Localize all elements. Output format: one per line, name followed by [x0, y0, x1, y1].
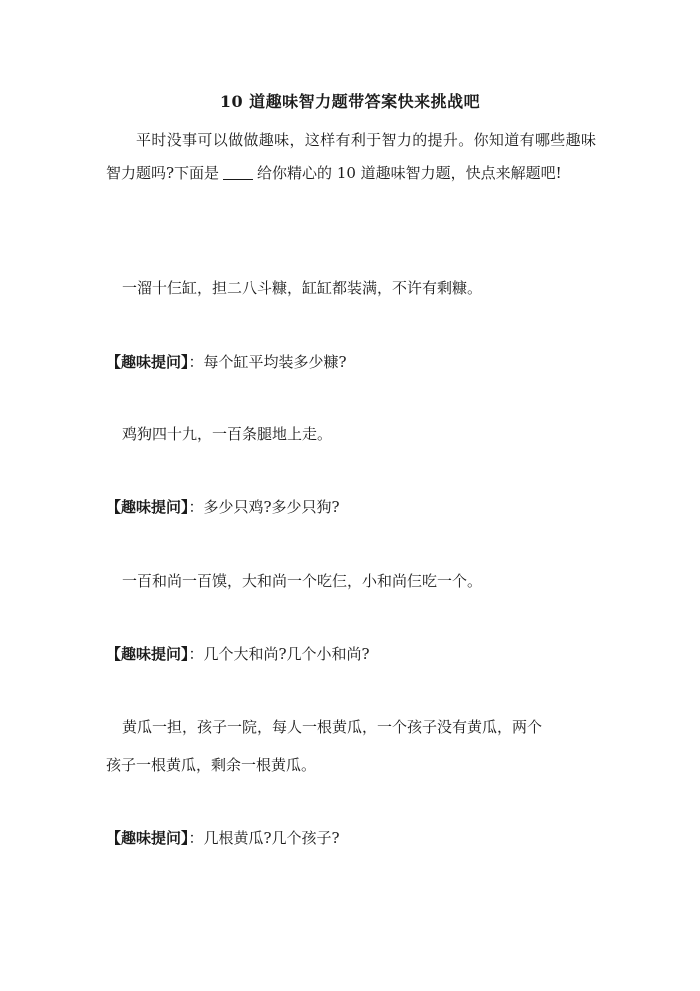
question-text: ：几个大和尚?几个小和尚? [188, 645, 370, 663]
riddle-2-line-1: 鸡狗四十九，一百条腿地上走。 [122, 425, 333, 443]
question-3 [106, 638, 606, 671]
blank-underline [223, 165, 253, 180]
intro-paragraph [106, 124, 596, 190]
question-tag: 【趣味提问】 [106, 645, 189, 663]
question-tag: 【趣味提问】 [106, 829, 189, 847]
question-4 [106, 822, 606, 855]
intro-text-2: 给你精心的 10 道趣味智力题，快点来解题吧! [257, 164, 562, 182]
question-2 [106, 491, 606, 524]
intro-text-1: 平时没事可以做做趣味，这样有利于智力的提升。你知道有哪些趣味智力题吗?下面是 [106, 131, 596, 182]
question-text: ：多少只鸡?多少只狗? [188, 498, 340, 516]
question-text: ：几根黄瓜?几个孩子? [188, 829, 340, 847]
question-1 [106, 346, 606, 379]
question-text: ：每个缸平均装多少糠? [188, 353, 347, 371]
riddle-4-line-1: 黄瓜一担，孩子一院，每人一根黄瓜，一个孩子没有黄瓜，两个 [122, 718, 543, 736]
riddle-3-line-1: 一百和尚一百馍，大和尚一个吃仨，小和尚仨吃一个。 [122, 572, 483, 590]
question-tag: 【趣味提问】 [106, 498, 189, 516]
riddle-4-line-2: 孩子一根黄瓜，剩余一根黄瓜。 [106, 756, 317, 774]
riddle-1-line-1: 一溜十仨缸，担二八斗糠，缸缸都装满，不许有剩糠。 [122, 279, 483, 297]
page-title: 10 道趣味智力题带答案快来挑战吧 [219, 92, 481, 111]
question-tag: 【趣味提问】 [106, 353, 189, 371]
